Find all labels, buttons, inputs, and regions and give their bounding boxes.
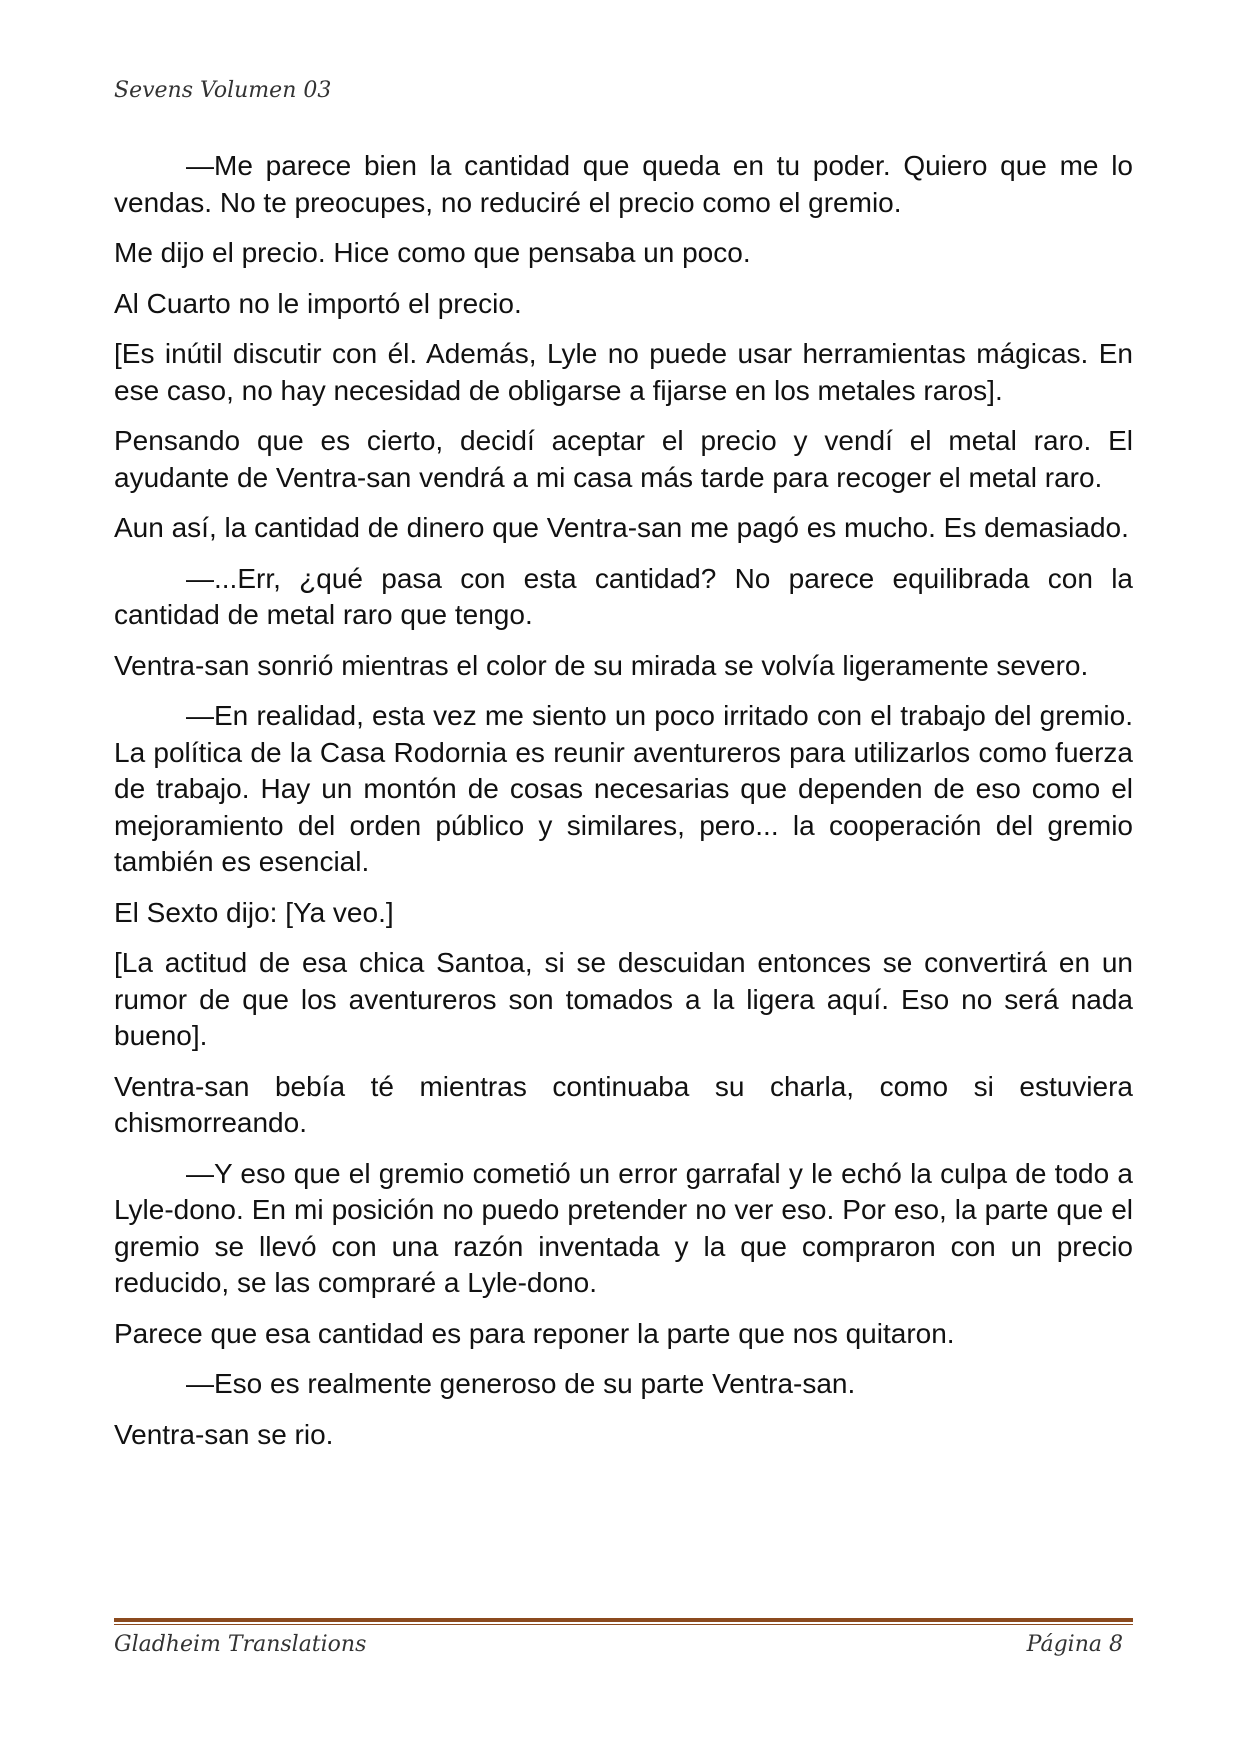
paragraph: Al Cuarto no le importó el precio.	[114, 287, 522, 319]
footer-divider	[114, 1618, 1133, 1625]
paragraph: Ventra-san se rio.	[114, 1418, 334, 1450]
paragraph: Ventra-san sonrió mientras el color de su mirada se volvía ligeramente severo.	[114, 649, 1089, 681]
footer-publisher: Gladheim Translations	[114, 1632, 367, 1657]
paragraph: [La actitud de esa chica Santoa, si se descuidan entonces se convertirá en un rumor de que los aventureros son tomados a la ligera aquí. Eso no será nada bueno].	[114, 947, 1133, 1051]
paragraph: Aun así, la cantidad de dinero que Ventra-san me pagó es mucho. Es demasiado.	[114, 512, 1129, 543]
paragraph: El Sexto dijo: [Ya veo.]	[114, 896, 394, 928]
page-number: Página 8	[1026, 1632, 1123, 1657]
paragraph: —Eso es realmente generoso de su parte Ventra-san.	[186, 1368, 856, 1399]
paragraph: [Es inútil discutir con él. Además, Lyle no puede usar herramientas mágicas. En ese caso, no hay necesidad de obligarse a fijarse en los metales raros].	[114, 338, 1133, 406]
paragraph: Pensando que es cierto, decidí aceptar el precio y vendí el metal raro. El ayudante de Ventra-san vendrá a mi casa más tarde para recoger el metal raro.	[114, 425, 1133, 493]
paragraph: —...Err, ¿qué pasa con esta cantidad? No parece equilibrada con la cantidad de metal raro que tengo.	[114, 562, 1133, 630]
paragraph: —En realidad, esta vez me siento un poco irritado con el trabajo del gremio. La política de la Casa Rodornia es reunir aventureros para utilizarlos como fuerza de trabajo. Hay un montón de cosas necesarias que dependen de eso como el mejoramiento del orden público y similares, pero... la cooperación del gremio también es esencial.	[114, 700, 1133, 877]
body-text	[114, 148, 1133, 1467]
paragraph: —Me parece bien la cantidad que queda en tu poder. Quiero que me lo vendas. No te preocupes, no reduciré el precio como el gremio.	[114, 150, 1133, 218]
paragraph: Parece que esa cantidad es para reponer la parte que nos quitaron.	[114, 1317, 955, 1349]
running-header: Sevens Volumen 03	[114, 78, 332, 103]
paragraph: Ventra-san bebía té mientras continuaba su charla, como si estuviera chismorreando.	[114, 1070, 1133, 1138]
paragraph: Me dijo el precio. Hice como que pensaba un poco.	[114, 237, 751, 268]
paragraph: —Y eso que el gremio cometió un error garrafal y le echó la culpa de todo a Lyle-dono. En mi posición no puedo pretender no ver eso. Por eso, la parte que el gremio se llevó con una razón inventada y la que compraron con un precio reducido, se las compraré a Lyle-dono.	[114, 1157, 1133, 1298]
